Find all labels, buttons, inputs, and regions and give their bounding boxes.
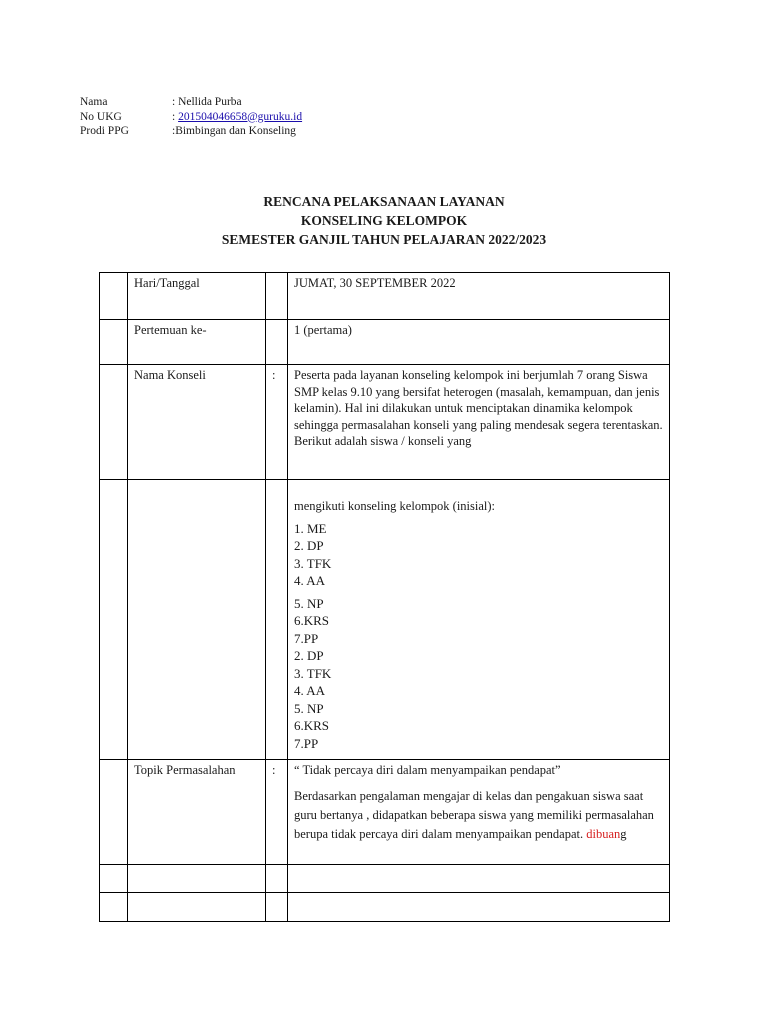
peserta-list-a xyxy=(294,520,669,590)
list-item: 5. NP xyxy=(294,595,324,611)
list-item: 3. TFK xyxy=(294,555,332,571)
list-item: 2. DP xyxy=(294,648,324,663)
cell-blank xyxy=(100,273,128,320)
identity-block xyxy=(80,95,302,139)
konseli-value: Peserta pada layanan konseling kelompok ini berjumlah 7 orang Siswa SMP kelas 9.10 yang bersifat heterogen (masalah, kemampuan, dan jenis kelamin). Hal ini dilakukan untuk menciptakan dinamika kelompok sehingga permasalahan konseli yang paling mendesak segera terentaskan. Berikut adalah siswa / konseli yang xyxy=(288,365,670,480)
title-line-1: RENCANA PELAKSANAAN LAYANAN xyxy=(263,194,505,209)
cell-blank xyxy=(266,273,288,320)
pertemuan-label: Pertemuan ke- xyxy=(128,320,266,365)
row-topik xyxy=(100,760,670,865)
cell-blank xyxy=(100,865,128,893)
row-konseli xyxy=(100,365,670,480)
cell-blank xyxy=(128,893,266,922)
cell-blank xyxy=(288,865,670,893)
list-item: 4. AA xyxy=(294,573,326,588)
nama-label: Nama xyxy=(80,96,108,108)
prodi-row xyxy=(80,124,302,139)
konseli-label: Nama Konseli xyxy=(128,365,266,480)
mengikuti-text: mengikuti konseling kelompok (inisial): xyxy=(294,499,496,513)
row-peserta-list xyxy=(100,480,670,760)
cell-blank xyxy=(128,480,266,760)
cell-blank xyxy=(266,480,288,760)
ukg-label: No UKG xyxy=(80,110,122,123)
ukg-value-wrap xyxy=(172,110,302,125)
topik-label: Topik Permasalahan xyxy=(128,760,266,865)
konseli-colon: : xyxy=(266,365,288,480)
peserta-list-b xyxy=(294,595,669,753)
cell-blank xyxy=(100,893,128,922)
cell-blank xyxy=(128,865,266,893)
ukg-email-link[interactable]: 201504046658@guruku.id xyxy=(178,110,303,123)
prodi-label: Prodi PPG xyxy=(80,125,129,137)
cell-blank xyxy=(266,893,288,922)
topik-red-text: dibuan xyxy=(586,826,621,841)
list-item: 7.PP xyxy=(294,735,319,751)
plan-table xyxy=(99,272,670,922)
list-item: 7.PP xyxy=(294,630,319,646)
ukg-prefix: : xyxy=(172,110,179,123)
document-title xyxy=(0,192,768,249)
list-item: 3. TFK xyxy=(294,665,332,681)
topik-body: Berdasarkan pengalaman mengajar di kelas dan pengakuan siswa saat guru bertanya , didapatkan beberapa siswa yang memiliki permasalahan berupa tidak percaya diri dalam menyampaikan pendapat. xyxy=(294,788,654,841)
topik-body-paragraph xyxy=(294,787,669,844)
ukg-row xyxy=(80,110,302,125)
list-item: 2. DP xyxy=(294,538,324,553)
topik-colon: : xyxy=(266,760,288,865)
nama-row xyxy=(80,95,302,110)
list-item: 5. NP xyxy=(294,700,324,716)
cell-blank xyxy=(100,320,128,365)
cell-blank xyxy=(100,480,128,760)
row-empty-2 xyxy=(100,893,670,922)
cell-blank xyxy=(100,760,128,865)
topik-quote: “ Tidak percaya diri dalam menyampaikan pendapat” xyxy=(294,763,561,777)
row-pertemuan xyxy=(100,320,670,365)
row-empty-1 xyxy=(100,865,670,893)
prodi-value: :Bimbingan dan Konseling xyxy=(172,125,296,137)
nama-value: : Nellida Purba xyxy=(172,96,242,108)
cell-blank xyxy=(100,365,128,480)
hari-label: Hari/Tanggal xyxy=(128,273,266,320)
peserta-cell xyxy=(288,480,670,760)
topik-tail: g xyxy=(620,826,627,841)
topik-cell xyxy=(288,760,670,865)
cell-blank xyxy=(266,865,288,893)
hari-value: JUMAT, 30 SEPTEMBER 2022 xyxy=(288,273,670,320)
row-hari xyxy=(100,273,670,320)
cell-blank xyxy=(266,320,288,365)
cell-blank xyxy=(288,893,670,922)
title-line-3: SEMESTER GANJIL TAHUN PELAJARAN 2022/2023 xyxy=(221,232,547,247)
title-line-2: KONSELING KELOMPOK xyxy=(300,213,468,228)
list-item: 4. AA xyxy=(294,683,326,698)
list-item: 1. ME xyxy=(294,520,327,536)
list-item: 6.KRS xyxy=(294,718,330,733)
pertemuan-value: 1 (pertama) xyxy=(288,320,670,365)
list-item: 6.KRS xyxy=(294,613,330,628)
